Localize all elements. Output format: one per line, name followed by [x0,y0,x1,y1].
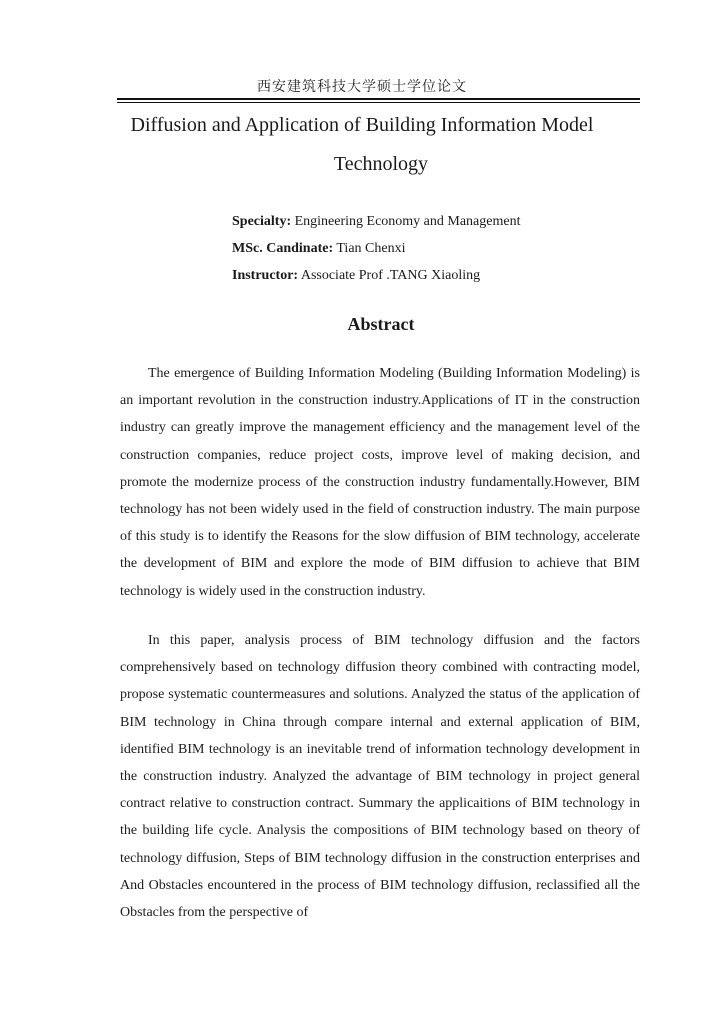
instructor-line [232,267,480,285]
abstract-paragraph-2: In this paper, analysis process of BIM technology diffusion and the factors comprehensively based on technology diffusion theory combined with contracting model, propose systematic countermeasures and solutions. Analyzed the status of the application of BIM technology in China through compare internal and external application of BIM, identified BIM technology is an inevitable trend of information technology development in the construction industry. Analyzed the advantage of BIM technology in project general contract relative to construction contract. Summary the applicaitions of BIM technology in the building life cycle. Analysis the compositions of BIM technology based on theory of technology diffusion, Steps of BIM technology diffusion in the construction enterprises and And Obstacles encountered in the process of BIM technology diffusion, reclassified all the Obstacles from the perspective of [120,633,640,921]
instructor-label: Instructor: [232,268,299,283]
specialty-label: Specialty: [232,214,292,229]
header-rule-thick [117,98,640,100]
specialty-value: Engineering Economy and Management [291,214,521,229]
header-rule-thin [117,102,640,103]
abstract-heading: Abstract [347,314,415,334]
abstract-paragraph-1: The emergence of Building Information Modeling (Building Information Modeling) is an important revolution in the construction industry.Applications of IT in the construction industry can greatly improve the management efficiency and the management level of the construction companies, reduce project costs, improve level of making decision, and promote the modernize process of the construction industry fundamentally.However, BIM technology has not been widely used in the field of construction industry. The main purpose of this study is to identify the Reasons for the slow diffusion of BIM technology, accelerate the development of BIM and explore the mode of BIM diffusion to achieve that BIM technology is widely used in the construction industry. [120,366,640,599]
instructor-value: Associate Prof .TANG Xiaoling [298,268,481,283]
candidate-label: MSc. Candinate: [232,241,334,256]
specialty-line [232,213,520,231]
running-header: 西安建筑科技大学硕士学位论文 [257,80,467,95]
candidate-line [232,240,405,258]
candidate-value: Tian Chenxi [333,241,406,256]
thesis-title-line-1: Diffusion and Application of Building Information Model [130,114,594,136]
thesis-title-line-2: Technology [333,153,429,175]
